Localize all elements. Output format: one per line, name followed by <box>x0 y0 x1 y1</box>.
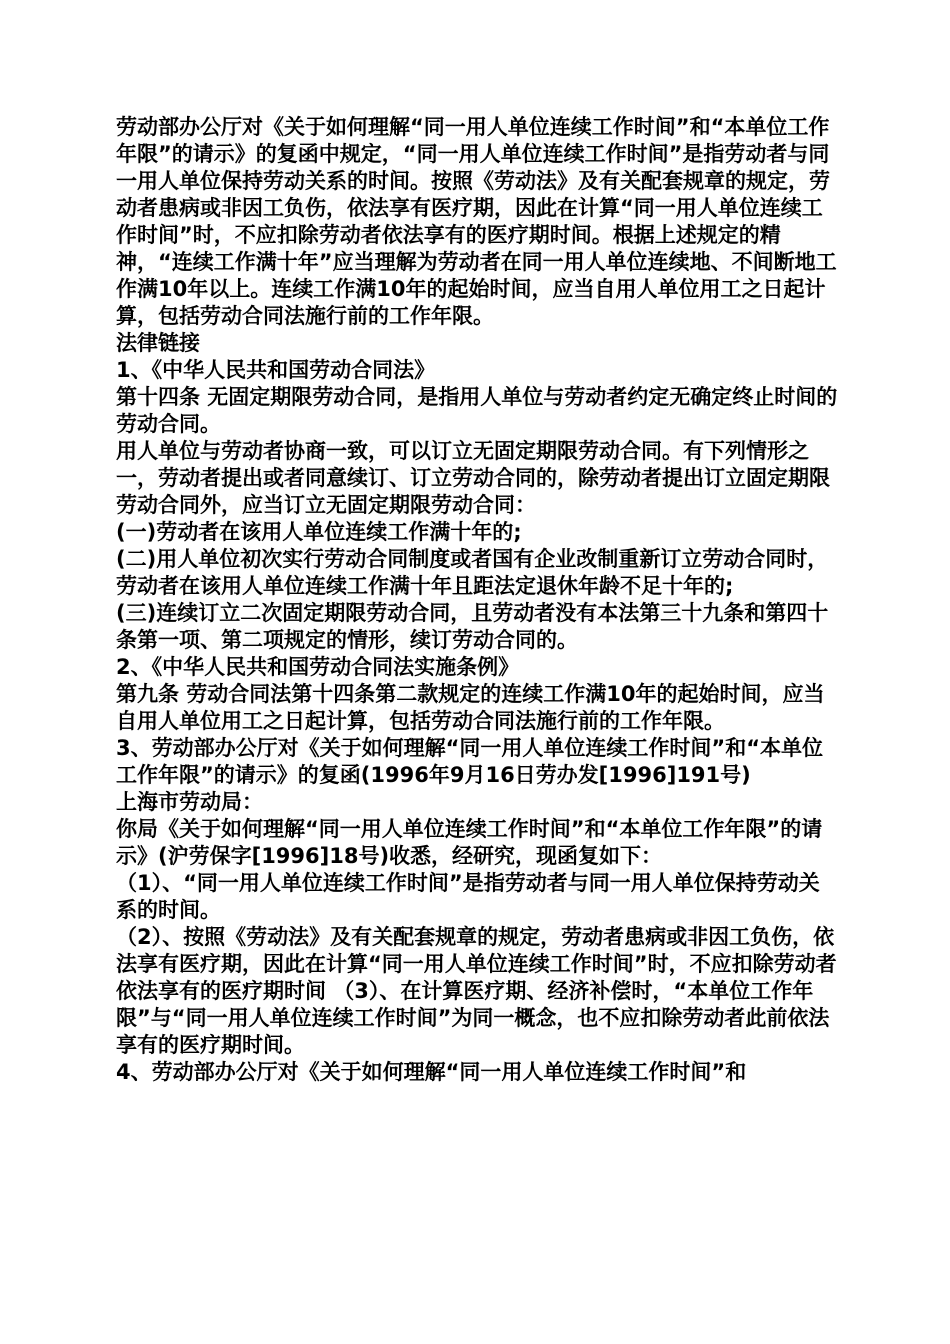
paragraph-reply-intro: 你局《关于如何理解“同一用人单位连续工作时间”和“本单位工作年限”的请示》(沪劳保字[1996]18号)收悉，经研究，现函复如下： <box>116 817 823 868</box>
paragraph-article-14: 第十四条 无固定期限劳动合同，是指用人单位与劳动者约定无确定终止时间的劳动合同。 <box>116 385 838 436</box>
paragraph-condition-3: (三)连续订立二次固定期限劳动合同，且劳动者没有本法第三十九条和第四十条第一项、第二项规定的情形，续订劳动合同的。 <box>116 601 829 652</box>
paragraph-reply-item-1: （1）、“同一用人单位连续工作时间”是指劳动者与同一用人单位保持劳动关系的时间。 <box>116 871 820 922</box>
paragraph-law-title-2: 2、《中华人民共和国劳动合同法实施条例》 <box>116 655 520 679</box>
paragraph-condition-1: (一)劳动者在该用人单位连续工作满十年的; <box>116 520 522 544</box>
paragraph-reply-item-2-3: （2）、按照《劳动法》及有关配套规章的规定，劳动者患病或非因工负伤，依法享有医疗期，因此在计算“同一用人单位连续工作时间”时，不应扣除劳动者依法享有的医疗期时间 （3）、在计算医疗期、经济补偿时，“本单位工作年限”与“同一用人单位连续工作时间”为同一概念，也不应扣除劳动者此前依法享有的医疗期时间。 <box>116 925 837 1057</box>
document-body <box>116 114 838 1086</box>
paragraph-reply-title-4: 4、劳动部办公厅对《关于如何理解“同一用人单位连续工作时间”和 <box>116 1060 747 1084</box>
paragraph-law-title-1: 1、《中华人民共和国劳动合同法》 <box>116 358 436 382</box>
paragraph-reply-title-3: 3、劳动部办公厅对《关于如何理解“同一用人单位连续工作时间”和“本单位工作年限”的请示》的复函(1996年9月16日劳办发[1996]191号) <box>116 736 824 787</box>
paragraph-legal-links-heading: 法律链接 <box>116 331 200 355</box>
paragraph-addressee: 上海市劳动局： <box>116 790 263 814</box>
paragraph-condition-2: (二)用人单位初次实行劳动合同制度或者国有企业改制重新订立劳动合同时，劳动者在该用人单位连续工作满十年且距法定退休年龄不足十年的; <box>116 547 829 598</box>
paragraph-article-9: 第九条 劳动合同法第十四条第二款规定的连续工作满10年的起始时间，应当自用人单位用工之日起计算，包括劳动合同法施行前的工作年限。 <box>116 682 825 733</box>
paragraph-reply-summary: 劳动部办公厅对《关于如何理解“同一用人单位连续工作时间”和“本单位工作年限”的请示》的复函中规定，“同一用人单位连续工作时间”是指劳动者与同一用人单位保持劳动关系的时间。按照《劳动法》及有关配套规章的规定，劳动者患病或非因工负伤，依法享有医疗期，因此在计算“同一用人单位连续工作时间”时，不应扣除劳动者依法享有的医疗期时间。根据上述规定的精神，“连续工作满十年”应当理解为劳动者在同一用人单位连续地、不间断地工作满10年以上。连续工作满10年的起始时间，应当自用人单位用工之日起计算，包括劳动合同法施行前的工作年限。 <box>116 115 837 328</box>
paragraph-article-14-conditions: 用人单位与劳动者协商一致，可以订立无固定期限劳动合同。有下列情形之一，劳动者提出或者同意续订、订立劳动合同的，除劳动者提出订立固定期限劳动合同外，应当订立无固定期限劳动合同： <box>116 439 830 517</box>
